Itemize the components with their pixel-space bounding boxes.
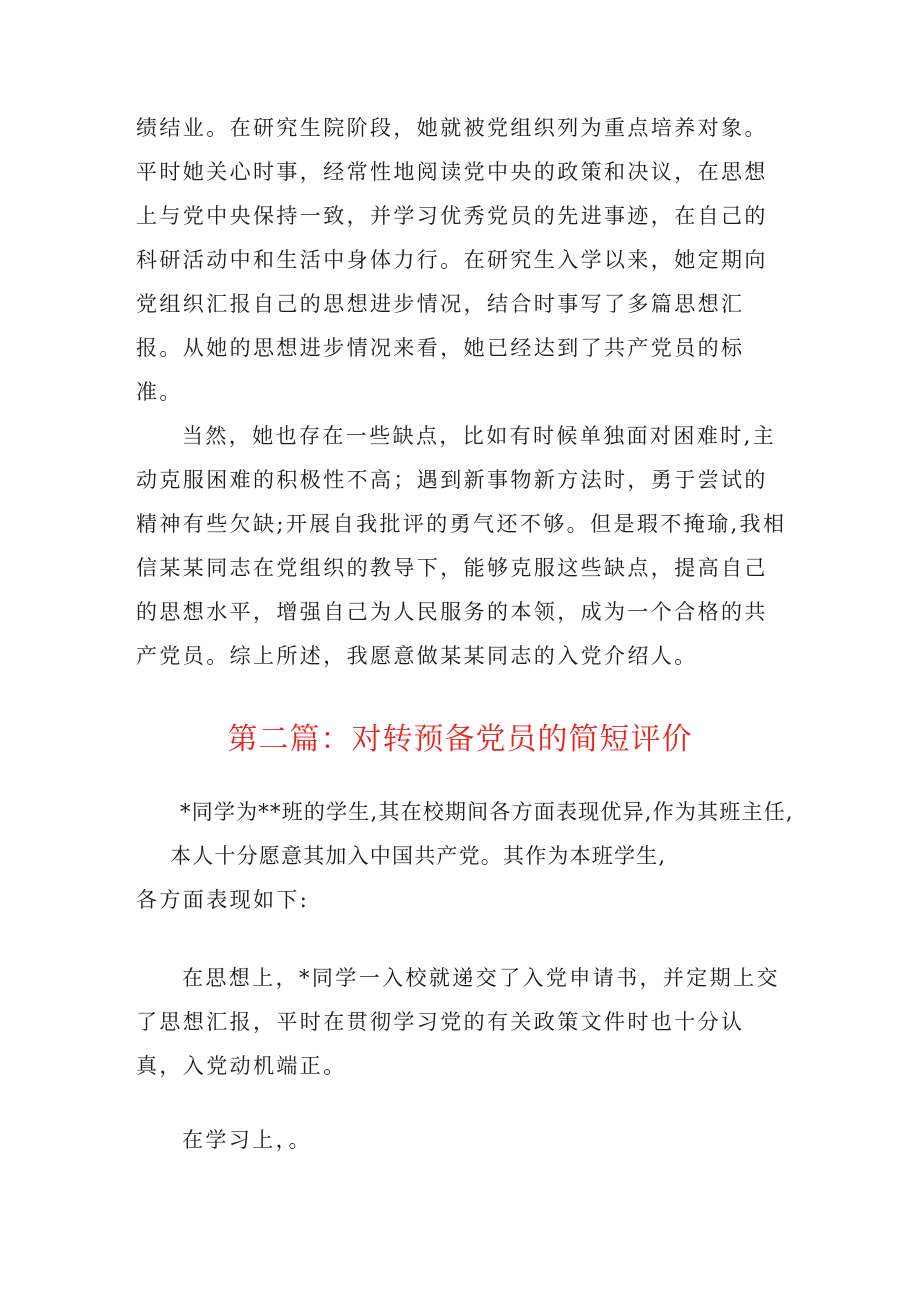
paragraph-study: 在学习上，。 — [182, 1128, 312, 1152]
paragraph-student-intro: *同学为**班的学生,其在校期间各方面表现优异,作为其班主任,本人十分愿意其加入中国共产党。其作为本班学生, — [170, 800, 794, 868]
paragraph-shortcomings: 当然，她也存在一些缺点，比如有时候单独面对困难时,主动克服困难的积极性不高；遇到新事物新方法时，勇于尝试的精神有些欠缺;开展自我批评的勇气还不够。但是瑕不掩瑜,我相信某某同志在党组织的教导下，能够克服这些缺点，提高自己的思想水平，增强自己为人民服务的本领，成为一个合格的共产党员。综上所述，我愿意做某某同志的入党介绍人。 — [136, 424, 787, 668]
paragraph-achievement-summary: 绩结业。在研究生院阶段，她就被党组织列为重点培养对象。平时她关心时事，经常性地阅读党中央的政策和决议，在思想上与党中央保持一致，并学习优秀党员的先进事迹，在自己的科研活动中和生活中身体力行。在研究生入学以来，她定期向党组织汇报自己的思想进步情况，结合时事写了多篇思想汇报。从她的思想进步情况来看，她已经达到了共产党员的标准。 — [136, 116, 768, 404]
section-heading: 第二篇：对转预备党员的简短评价 — [227, 722, 693, 757]
paragraph-performance-lead: 各方面表现如下: — [136, 888, 310, 912]
paragraph-ideology: 在思想上，*同学一入校就递交了入党申请书，并定期上交了思想汇报，平时在贯彻学习党的有关政策文件时也十分认真，入党动机端正。 — [136, 966, 780, 1078]
